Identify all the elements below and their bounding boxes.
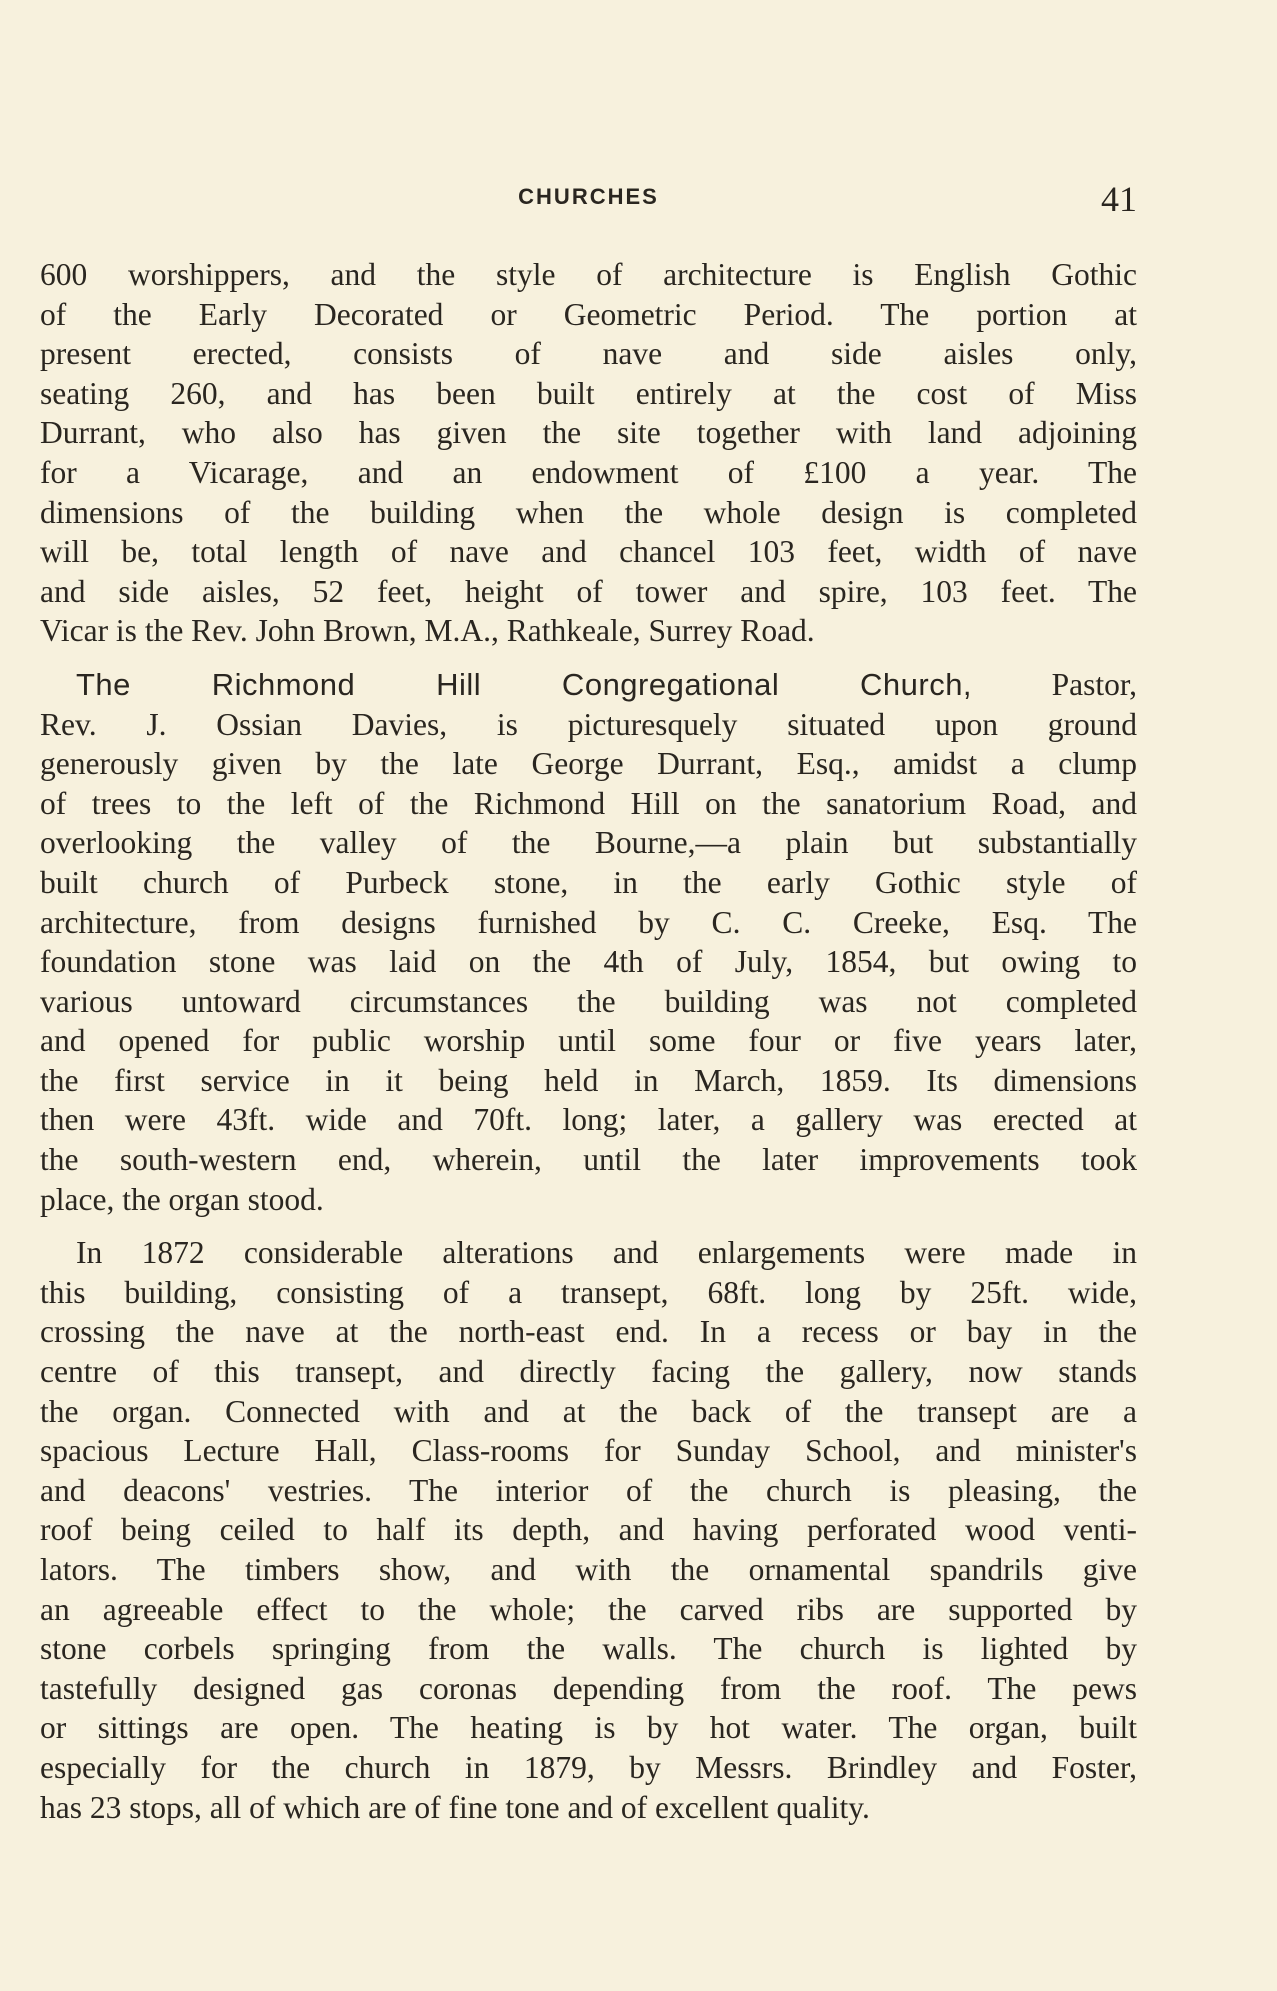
text-line: 600 worshippers, and the style of architecture is English Gothic (40, 257, 1137, 292)
text-line: Rev. J. Ossian Davies, is picturesquely situated upon ground (40, 706, 1137, 742)
text-line: and deacons' vestries. The interior of the church is pleasing, the (40, 1472, 1137, 1508)
running-title: CHURCHES (518, 184, 659, 209)
text-line: tastefully designed gas coronas depending from the roof. The pews (40, 1670, 1137, 1706)
text-line: lators. The timbers show, and with the ornamental spandrils give (40, 1552, 1137, 1587)
text-line: the south-western end, wherein, until the later improvements took (40, 1142, 1137, 1178)
text-line: present erected, consists of nave and side aisles only, (40, 336, 1137, 372)
paragraph-alterations (40, 1233, 1137, 1827)
heading-line-rest: Pastor, (1051, 666, 1137, 702)
text-line: place, the organ stood. (40, 1181, 324, 1217)
text-line: or sittings are open. The heating is by hot water. The organ, built (40, 1710, 1137, 1746)
text-line: various untoward circumstances the building was not completed (40, 983, 1137, 1019)
text-line: Vicar is the Rev. John Brown, M.A., Rathkeale, Surrey Road. (40, 613, 815, 649)
paragraph-heading-line (40, 665, 1137, 705)
text-line: will be, total length of nave and chancel 103 feet, width of nave (40, 534, 1137, 570)
text-line: generously given by the late George Durrant, Esq., amidst a clump (40, 746, 1137, 782)
text-line: has 23 stops, all of which are of fine tone and of excellent quality. (40, 1789, 870, 1825)
text-line: In 1872 considerable alterations and enlargements were made in (76, 1235, 1137, 1271)
text-line: architecture, from designs furnished by C. C. Creeke, Esq. The (40, 904, 1137, 940)
body-text (40, 255, 1137, 1827)
text-line: seating 260, and has been built entirely at the cost of Miss (40, 375, 1137, 411)
text-line: then were 43ft. wide and 70ft. long; later, a gallery was erected at (40, 1102, 1137, 1138)
text-line: of the Early Decorated or Geometric Period. The portion at (40, 296, 1137, 332)
text-line: the first service in it being held in March, 1859. Its dimensions (40, 1062, 1137, 1098)
text-line: overlooking the valley of the Bourne,—a plain but substantially (40, 825, 1137, 861)
paragraph-richmond-hill (40, 665, 1137, 1219)
text-line: especially for the church in 1879, by Messrs. Brindley and Foster, (40, 1749, 1137, 1785)
text-line: roof being ceiled to half its depth, and having perforated wood venti- (40, 1512, 1137, 1548)
page-number: 41 (1101, 179, 1137, 219)
text-line: and side aisles, 52 feet, height of tower and spire, 103 feet. The (40, 573, 1137, 609)
text-line: built church of Purbeck stone, in the early Gothic style of (40, 864, 1137, 900)
text-line: dimensions of the building when the whole design is completed (40, 494, 1137, 530)
text-line: Durrant, who also has given the site together with land adjoining (40, 415, 1137, 451)
text-line: centre of this transept, and directly facing the gallery, now stands (40, 1354, 1137, 1390)
text-line: an agreeable effect to the whole; the carved ribs are supported by (40, 1591, 1137, 1627)
text-line: this building, consisting of a transept, 68ft. long by 25ft. wide, (40, 1274, 1137, 1310)
text-line: the organ. Connected with and at the back of the transept are a (40, 1393, 1137, 1429)
church-name-heading: The Richmond Hill Congregational Church, (76, 666, 973, 702)
text-line: spacious Lecture Hall, Class-rooms for Sunday School, and minister's (40, 1433, 1137, 1469)
text-line: stone corbels springing from the walls. The church is lighted by (40, 1631, 1137, 1667)
text-line: for a Vicarage, and an endowment of £100 a year. The (40, 454, 1137, 490)
text-line: crossing the nave at the north-east end. In a recess or bay in the (40, 1314, 1137, 1350)
text-line: foundation stone was laid on the 4th of July, 1854, but owing to (40, 944, 1137, 980)
text-line: of trees to the left of the Richmond Hill on the sanatorium Road, and (40, 785, 1137, 821)
text-line: and opened for public worship until some four or five years later, (40, 1023, 1137, 1059)
running-head (40, 179, 1137, 220)
paragraph-vicarage (40, 255, 1137, 651)
